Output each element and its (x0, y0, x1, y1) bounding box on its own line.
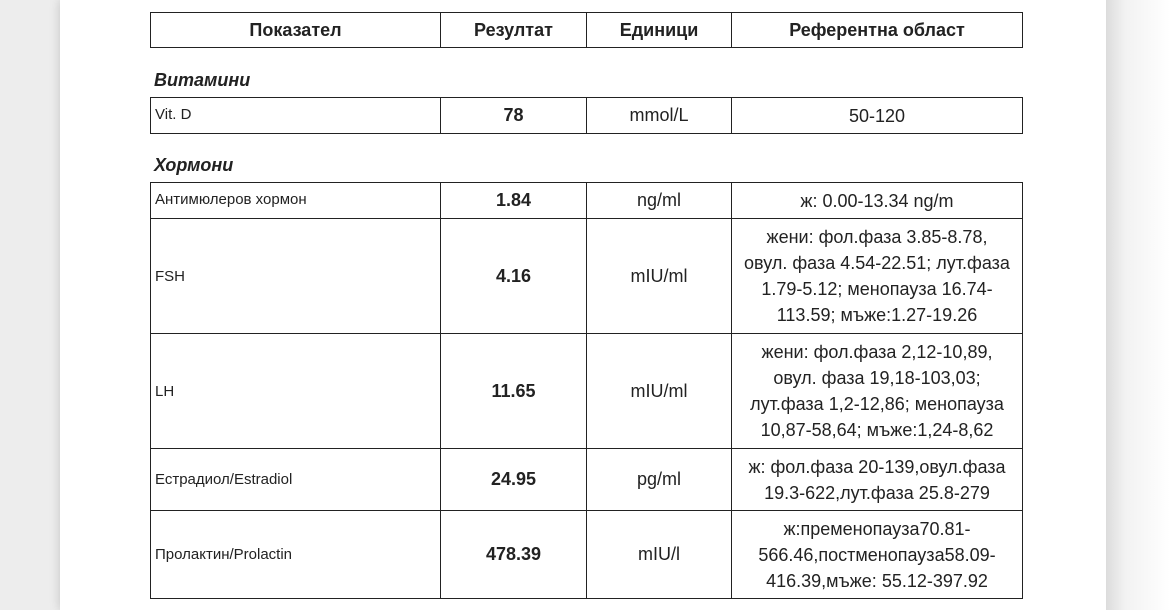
section-title-hormones: Хормони (154, 155, 234, 175)
header-reference: Референтна област (732, 13, 1023, 48)
unit-value: mIU/ml (587, 219, 732, 334)
reference-line: овул. фаза 19,18-103,03; (773, 368, 981, 388)
reference-line: 50-120 (848, 105, 906, 126)
vitamins-table (150, 97, 1023, 134)
header-table (150, 12, 1023, 48)
table-row (151, 334, 1023, 449)
table-row (151, 98, 1023, 134)
indicator-name: Vit. D (151, 98, 441, 134)
reference-line: 10,87-58,64; мъже:1,24-8,62 (760, 420, 994, 440)
result-value: 4.16 (441, 219, 587, 334)
table-row (151, 183, 1023, 219)
reference-line: 113.59; мъже:1.27-19.26 (776, 305, 978, 325)
reference-line: овул. фаза 4.54-22.51; лут.фаза (744, 253, 1010, 273)
result-value: 1.84 (441, 183, 587, 219)
reference-line: 566.46,постменопауза58.09- (758, 544, 996, 565)
indicator-name: LH (151, 334, 441, 449)
hormones-table (150, 182, 1023, 599)
reference-range (732, 183, 1023, 219)
result-value: 11.65 (441, 334, 587, 449)
reference-range (732, 219, 1023, 334)
reference-range (732, 511, 1023, 599)
viewer-edge (1106, 0, 1170, 610)
table-row (151, 449, 1023, 511)
header-units: Единици (587, 13, 732, 48)
unit-value: mmol/L (587, 98, 732, 134)
result-value: 24.95 (441, 449, 587, 511)
reference-line: жени: фол.фаза 3.85-8.78, (766, 227, 988, 247)
unit-value: mIU/ml (587, 334, 732, 449)
table-row (151, 219, 1023, 334)
reference-line: 416.39,мъже: 55.12-397.92 (766, 570, 988, 591)
indicator-name: Пролактин/Prolactin (151, 511, 441, 599)
indicator-name: FSH (151, 219, 441, 334)
result-value: 478.39 (441, 511, 587, 599)
result-value: 78 (441, 98, 587, 134)
unit-value: pg/ml (587, 449, 732, 511)
reference-range (732, 334, 1023, 449)
indicator-name: Естрадиол/Estradiol (151, 449, 441, 511)
reference-line: ж: фол.фаза 20-139,овул.фаза (748, 456, 1006, 477)
reference-line: ж:пременопауза70.81- (783, 518, 971, 539)
reference-line: жени: фол.фаза 2,12-10,89, (761, 342, 993, 362)
header-indicator: Показател (151, 13, 441, 48)
reference-line: ж: 0.00-13.34 ng/m (800, 190, 954, 211)
indicator-name: Антимюлеров хормон (151, 183, 441, 219)
reference-line: 1.79-5.12; менопауза 16.74- (761, 279, 993, 299)
unit-value: ng/ml (587, 183, 732, 219)
reference-line: 19.3-622,лут.фаза 25.8-279 (764, 482, 990, 503)
section-title-vitamins: Витамини (154, 70, 251, 90)
header-row (151, 13, 1023, 48)
header-result: Резултат (441, 13, 587, 48)
reference-range (732, 98, 1023, 134)
table-row (151, 511, 1023, 599)
reference-range (732, 449, 1023, 511)
reference-line: лут.фаза 1,2-12,86; менопауза (750, 394, 1004, 414)
unit-value: mIU/l (587, 511, 732, 599)
